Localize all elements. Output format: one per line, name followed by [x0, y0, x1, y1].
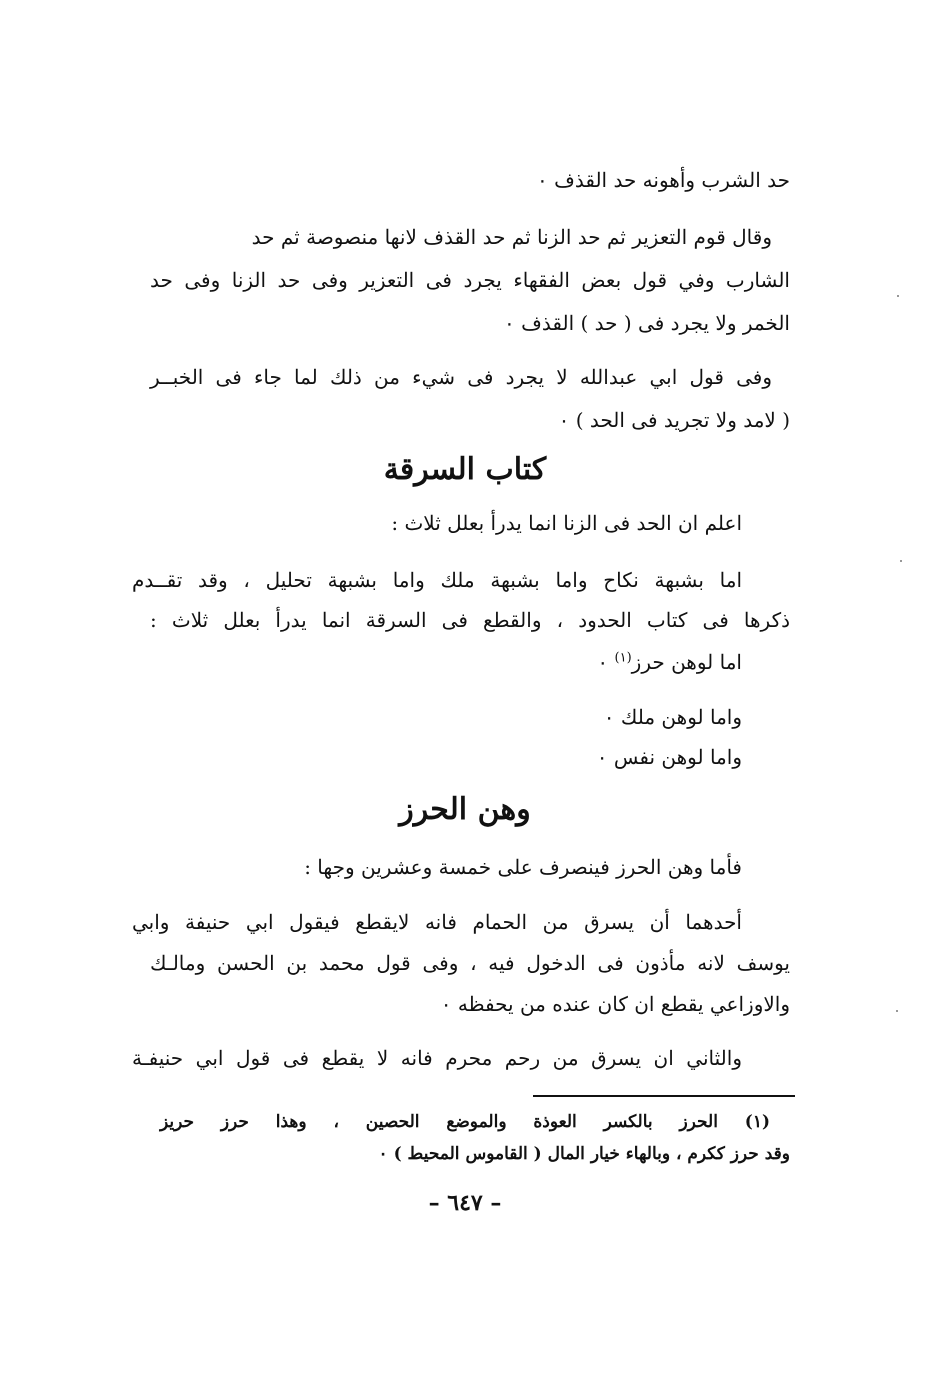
- text-line: والثاني ان يسرق من رحم محرم فانه لا يقطع فى قول ابي حنيفـة: [132, 1046, 742, 1070]
- scan-speck: [896, 1010, 898, 1012]
- text-fragment: ٠: [597, 650, 615, 674]
- text-line: يوسف لانه مأذون فى الدخول فيه ، وفى قول محمد بن الحسن ومالـك: [150, 951, 790, 975]
- text-fragment: اما لوهن حرز: [631, 650, 742, 674]
- text-line: واما لوهن ملك ٠: [603, 705, 742, 729]
- text-line: الخمر ولا يجرد فى ( حد ) القذف ٠: [504, 311, 790, 335]
- scan-speck: [897, 295, 899, 297]
- text-line: اما بشبهة نكاح واما بشبهة ملك واما بشبهة تحليل ، وقد تقــدم: [132, 568, 742, 592]
- text-line: واما لوهن نفس ٠: [596, 745, 742, 769]
- text-line: الشارب وفي قول بعض الفقهاء يجرد فى التعزير وفى حد الزنا وفى حد: [150, 268, 790, 292]
- text-line: أحدهما أن يسرق من الحمام فانه لايقطع فيقول ابي حنيفة وابي: [132, 910, 742, 934]
- section-heading-theft: كتاب السرقة: [383, 452, 547, 487]
- page-number: – ٦٤٧ –: [428, 1190, 502, 1216]
- footnote-line: وقد حرز ككرم ، وبالهاء خيار المال ( القاموس المحيط ) ٠: [378, 1144, 790, 1164]
- text-line: وقال قوم التعزير ثم حد الزنا ثم حد القذف لانها منصوصة ثم حد: [251, 225, 772, 249]
- text-line: اعلم ان الحد فى الزنا انما يدرأ بعلل ثلاث :: [391, 511, 742, 535]
- text-line: والاوزاعي يقطع ان كان عنده من يحفظه ٠: [440, 992, 790, 1016]
- text-line: ذكرها فى كتاب الحدود ، والقطع فى السرقة انما يدرأ بعلل ثلاث :: [150, 608, 790, 632]
- text-line: ( لامد ولا تجريد فى الحد ) ٠: [558, 408, 790, 432]
- text-line: وفى قول ابي عبدالله لا يجرد فى شيء من ذلك لما جاء فى الخبــر: [150, 365, 772, 389]
- text-line: حد الشرب وأهونه حد القذف ٠: [537, 168, 790, 192]
- footnote-reference: (١): [614, 650, 632, 666]
- footnote-line: (١) الحرز بالكسر العوذة والموضع الحصين ، وهذا حرز حريز: [160, 1112, 770, 1132]
- text-line-with-footnote-ref: [597, 647, 742, 677]
- footnote-separator: [533, 1095, 795, 1097]
- text-line: فأما وهن الحرز فينصرف على خمسة وعشرين وجها :: [304, 855, 742, 879]
- scan-speck: [900, 560, 902, 562]
- section-heading-hirz: وهن الحرز: [399, 792, 531, 827]
